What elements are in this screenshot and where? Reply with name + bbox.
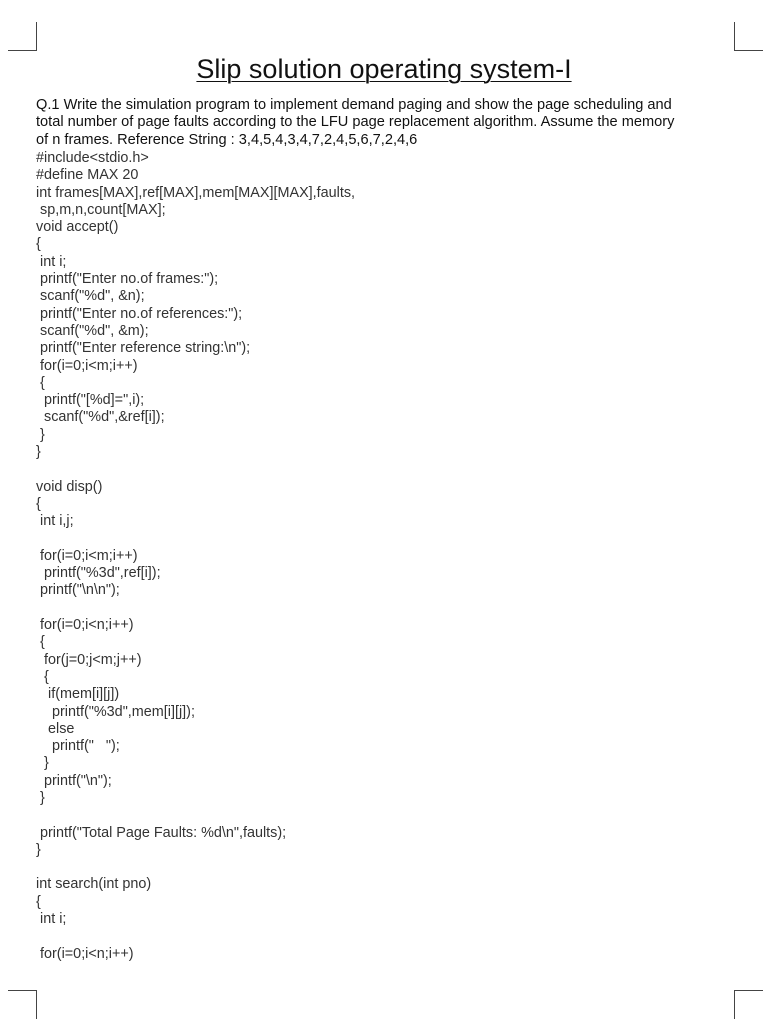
code-line: printf("[%d]=",i);	[36, 392, 145, 409]
code-line: printf("\n");	[36, 772, 112, 789]
crop-mark-top-left	[8, 22, 37, 51]
code-line	[36, 928, 726, 945]
code-line: #include<stdio.h>	[36, 150, 149, 166]
crop-mark-bottom-left	[8, 990, 37, 1019]
page-title	[0, 52, 768, 86]
code-line: }	[36, 444, 41, 461]
code-line: }	[36, 841, 41, 858]
code-line: scanf("%d", &n);	[36, 288, 145, 305]
code-line: {	[36, 236, 41, 253]
page-title-text: Slip solution operating system-I	[196, 54, 572, 84]
code-line: void accept()	[36, 219, 119, 236]
question-line: of n frames. Reference String : 3,4,5,4,3,4,7,2,4,5,6,7,2,4,6	[36, 131, 418, 148]
code-line: int frames[MAX],ref[MAX],mem[MAX][MAX],faults,	[36, 184, 356, 201]
code-line: for(i=0;i<n;i++)	[36, 945, 134, 962]
code-line: for(j=0;j<m;j++)	[36, 651, 142, 668]
code-line: for(i=0;i<n;i++)	[36, 617, 134, 634]
code-line: {	[36, 634, 45, 651]
question-line: total number of page faults according to the LFU page replacement algorithm. Assume the memory	[36, 114, 675, 131]
code-line: printf(" ");	[36, 738, 120, 755]
crop-mark-bottom-right	[734, 990, 763, 1019]
code-line: if(mem[i][j])	[36, 686, 120, 703]
code-line: printf("Enter no.of references:");	[36, 305, 243, 322]
crop-mark-top-right	[734, 22, 763, 51]
code-line: printf("Total Page Faults: %d\n",faults);	[36, 824, 287, 841]
code-line: sp,m,n,count[MAX];	[36, 201, 166, 218]
code-line: int i,j;	[36, 513, 74, 530]
code-line: scanf("%d", &m);	[36, 322, 149, 339]
code-line: printf("\n\n");	[36, 582, 120, 599]
code-line: }	[36, 755, 49, 772]
code-line: for(i=0;i<m;i++)	[36, 357, 138, 374]
code-line: {	[36, 893, 41, 910]
question-line: Q.1 Write the simulation program to implement demand paging and show the page scheduling and	[36, 97, 672, 113]
code-line: }	[36, 789, 45, 806]
code-line: {	[36, 374, 45, 391]
code-line: int i;	[36, 253, 67, 270]
code-line: }	[36, 426, 45, 443]
code-line: printf("%3d",ref[i]);	[36, 565, 161, 582]
code-line: printf("%3d",mem[i][j]);	[36, 703, 195, 720]
code-line: for(i=0;i<m;i++)	[36, 547, 138, 564]
code-line	[36, 807, 726, 824]
code-line: int search(int pno)	[36, 876, 152, 893]
code-line: scanf("%d",&ref[i]);	[36, 409, 165, 426]
code-line: int i;	[36, 911, 67, 928]
code-line: printf("Enter no.of frames:");	[36, 271, 219, 288]
code-line: void disp()	[36, 478, 103, 495]
code-line: {	[36, 495, 41, 512]
code-line: else	[36, 720, 75, 737]
code-line: {	[36, 668, 49, 685]
code-line: #define MAX 20	[36, 167, 139, 184]
code-line	[36, 859, 726, 876]
code-line	[36, 600, 726, 617]
question-text	[36, 97, 726, 149]
code-line: printf("Enter reference string:\n");	[36, 340, 251, 357]
code-listing	[36, 150, 726, 963]
code-line	[36, 461, 726, 478]
code-line	[36, 531, 726, 548]
